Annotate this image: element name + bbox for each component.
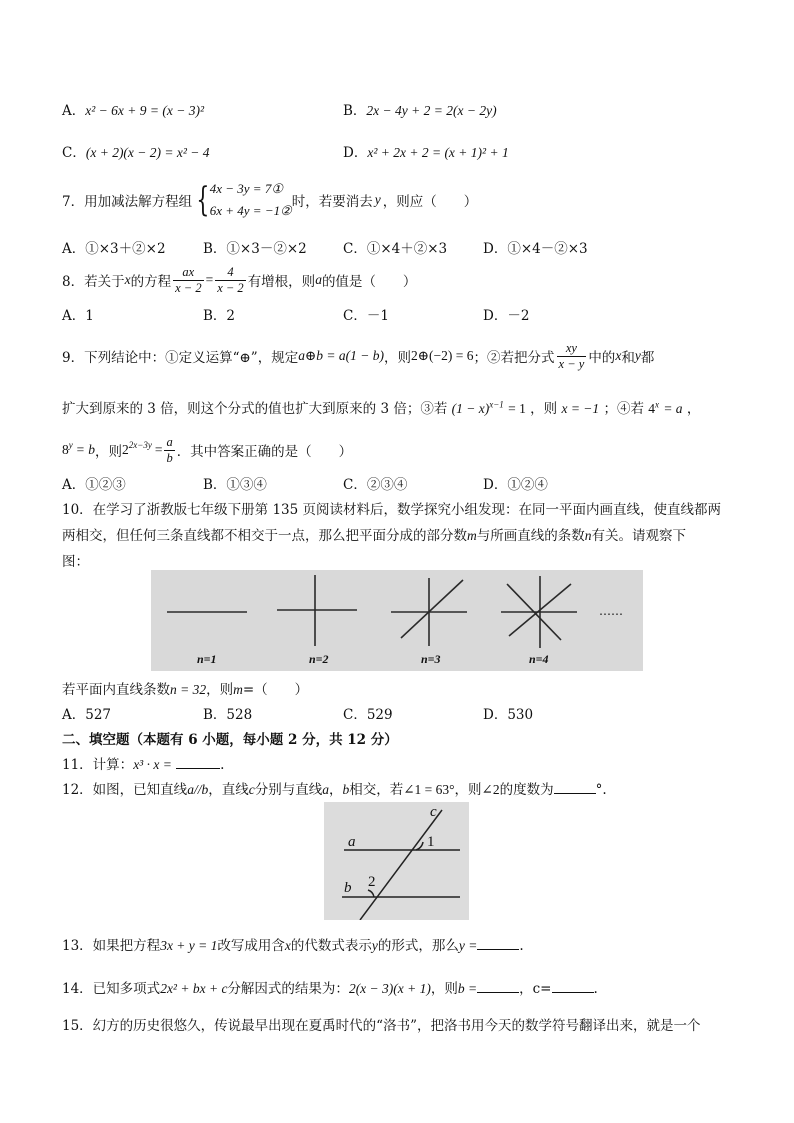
- variable: y: [371, 938, 378, 953]
- variable: x: [615, 348, 622, 363]
- denominator: x − 2: [217, 280, 244, 295]
- question-text: ，: [328, 782, 343, 798]
- equation-2: 6x + 4y = −1②: [209, 203, 292, 218]
- q8-option-d: D．－2: [483, 308, 530, 324]
- lines-drawing: [151, 570, 643, 671]
- q8-option-c: C．－1: [343, 308, 389, 324]
- question-11: [62, 753, 224, 773]
- question-14: [62, 977, 598, 997]
- math-expr: 4: [648, 401, 656, 416]
- math-expr: 2⊕(−2) = 6: [411, 348, 474, 363]
- q8-option-a: A．1: [62, 308, 94, 324]
- label-c: c: [430, 804, 437, 820]
- question-text: ，则: [384, 350, 411, 366]
- q7-option-a: A．①×3＋②×2: [62, 241, 166, 257]
- equals-sign: =: [154, 442, 163, 457]
- q10-option-b: B．528: [203, 707, 253, 723]
- q9-option-c: C．②③④: [343, 477, 408, 493]
- math-expr: = 1: [508, 401, 526, 416]
- denominator: x − y: [558, 356, 585, 371]
- label-a: a: [348, 834, 356, 850]
- parallel-lines-figure: [324, 802, 469, 920]
- question-text: 的方程: [130, 274, 172, 290]
- option-expr: x² − 6x + 9 = (x − 3)²: [85, 103, 205, 118]
- section-title: 二、填空题（本题有 6 小题，每小题 2 分，共 12 分）: [62, 732, 398, 748]
- math-expr: = b: [75, 442, 95, 457]
- numerator: a: [166, 434, 173, 449]
- math-expr: 2(x − 3)(x + 1): [348, 981, 431, 996]
- question-9-line-2: [62, 397, 700, 417]
- fraction: [557, 341, 587, 372]
- question-text: ，直线: [208, 782, 249, 798]
- question-13: [62, 934, 524, 954]
- option-expr: (x + 2)(x − 2) = x² − 4: [85, 145, 210, 160]
- equation-system: [210, 178, 292, 222]
- question-text: 分解因式的结果为：: [227, 981, 349, 997]
- angle-2-arc: [368, 890, 374, 897]
- question-text: ，则: [206, 682, 234, 698]
- parallel-lines-drawing: [324, 802, 469, 920]
- q9-option-b: B．①③④: [203, 477, 267, 493]
- question-text: 中的: [588, 350, 616, 366]
- question-text: 两相交，但任何三条直线都不相交于一点，那么把平面分成的部分数: [62, 528, 467, 544]
- question-text: 若平面内直线条数: [62, 682, 170, 698]
- question-text: 都: [640, 350, 655, 366]
- question-text: 的代数式表示: [290, 938, 372, 954]
- question-text: ，则: [95, 444, 122, 460]
- question-10-ask: [62, 678, 308, 698]
- variable: c: [248, 782, 255, 797]
- q10-option-d: D．530: [483, 707, 534, 723]
- question-9-line-3: 8 y = b ，则 2 2x−3y = $\frac{a}{b}$ ．其中答案正确的是（ ）: [62, 434, 353, 465]
- math-expr: ∠2: [481, 782, 500, 797]
- q6-option-a: [62, 99, 204, 119]
- math-expr: n = 32: [170, 682, 207, 697]
- question-text: 有关。请观察下: [591, 528, 686, 544]
- math-expr: = a: [663, 401, 683, 416]
- question-15: 15．幻方的历史很悠久，传说最早出现在夏禹时代的“洛书”，把洛书用今天的数学符号翻译出来，就是一个: [62, 1018, 701, 1034]
- q9-option-d: D．①②④: [483, 477, 548, 493]
- numerator: 4: [215, 265, 245, 281]
- numerator: ax: [173, 265, 203, 281]
- question-text: 的形式，那么: [377, 938, 459, 954]
- figure-label: n=1: [197, 652, 217, 666]
- question-text: ，则: [430, 981, 458, 997]
- equals-sign: =: [205, 272, 214, 287]
- math-expr: y =: [458, 938, 478, 953]
- denominator: b: [166, 450, 173, 465]
- math-expr: (1 − x): [451, 401, 490, 416]
- figure-ellipsis: ……: [599, 604, 623, 618]
- math-expr: ∠1 = 63°: [403, 782, 455, 797]
- question-text: 扩大到原来的 3 倍，则这个分式的值也扩大到原来的 3 倍；③若: [62, 401, 448, 417]
- option-letter: B．: [343, 103, 367, 119]
- line-c: [360, 810, 442, 920]
- question-text: 时，若要消去: [291, 194, 373, 210]
- question-text: 11．计算：: [62, 757, 134, 773]
- math-expr: b =: [457, 981, 478, 996]
- question-text: 的值是（ ）: [321, 274, 417, 290]
- answer-blank-b[interactable]: [477, 979, 519, 993]
- label-b: b: [344, 880, 352, 896]
- question-text: 有增根，则: [247, 274, 316, 290]
- question-text: .: [593, 981, 598, 997]
- question-text: 的度数为: [499, 782, 554, 798]
- question-text: 分别与直线: [254, 782, 323, 798]
- question-10-line-2: [62, 524, 686, 544]
- q7-option-b: B．①×3－②×2: [203, 241, 307, 257]
- exponent: x−1: [489, 399, 504, 410]
- question-text: 8．若关于: [62, 274, 125, 290]
- question-text: .: [519, 938, 524, 954]
- fraction: [164, 435, 174, 466]
- q6-option-b: [343, 99, 497, 119]
- option-letter: D．: [343, 145, 368, 161]
- question-text: 9．下列结论中：①定义运算“⊕”，规定: [62, 350, 299, 366]
- figure-label: n=2: [309, 652, 329, 666]
- math-expr: 3x + y = 1: [160, 938, 218, 953]
- answer-blank-c[interactable]: [552, 979, 594, 993]
- question-text: 7．用加减法解方程组: [62, 194, 193, 210]
- math-expr: a//b: [187, 782, 209, 797]
- math-expr: 2: [122, 442, 129, 457]
- label-angle-1: 1: [427, 834, 435, 850]
- question-text: ，c=: [519, 981, 552, 997]
- option-letter: C．: [62, 145, 86, 161]
- q6-option-c: [62, 141, 210, 161]
- variable: x: [124, 272, 131, 287]
- figure-label: n=4: [529, 652, 549, 666]
- option-expr: x² + 2x + 2 = (x + 1)² + 1: [367, 145, 509, 160]
- question-text: ；④若: [603, 401, 644, 417]
- math-expr: x³ · x =: [133, 757, 172, 772]
- question-text: 13．如果把方程: [62, 938, 161, 954]
- math-expr: a⊕b = a(1 − b): [298, 348, 384, 363]
- question-text: ，则: [530, 401, 558, 417]
- question-text: ，则: [454, 782, 482, 798]
- question-text: 14．已知多项式: [62, 981, 161, 997]
- exponent: x: [655, 399, 660, 410]
- q7-option-d: D．①×4－②×3: [483, 241, 588, 257]
- variable: n: [584, 528, 592, 543]
- q10-option-c: C．529: [343, 707, 393, 723]
- variable: a: [322, 782, 329, 797]
- math-expr: 8: [62, 442, 69, 457]
- q6-option-d: [343, 141, 509, 161]
- question-text: ．其中答案正确的是（ ）: [176, 444, 353, 460]
- variable: x: [284, 938, 291, 953]
- math-expr: 2x² + bx + c: [160, 981, 228, 996]
- question-text: 和: [621, 350, 635, 366]
- fraction: [173, 265, 203, 296]
- question-text: 12．如图，已知直线: [62, 782, 188, 798]
- math-expr: x = −1: [561, 401, 600, 416]
- variable: y: [374, 192, 381, 207]
- question-text: ，: [686, 401, 701, 417]
- numerator: xy: [557, 341, 587, 357]
- label-angle-2: 2: [368, 874, 376, 890]
- variable: m: [467, 528, 477, 543]
- question-text: ；②若把分式: [473, 350, 555, 366]
- question-8: [62, 260, 416, 300]
- question-10-line-3: 图：: [62, 554, 89, 570]
- fraction: [215, 265, 245, 296]
- lines-figure: [151, 570, 643, 671]
- variable: b: [342, 782, 350, 797]
- question-text: 与所画直线的条数: [476, 528, 585, 544]
- q10-option-a: A．527: [62, 707, 112, 723]
- answer-blank[interactable]: [554, 780, 596, 794]
- q8-option-b: B．2: [203, 308, 236, 324]
- question-text: =（ ）: [242, 682, 309, 698]
- question-text: °.: [595, 782, 607, 798]
- question-text: ，则应（ ）: [382, 194, 478, 210]
- figure-label: n=3: [421, 652, 441, 666]
- denominator: x − 2: [175, 280, 202, 295]
- variable: m: [233, 682, 243, 697]
- q9-option-a: A．①②③: [62, 477, 126, 493]
- question-7: [62, 176, 477, 224]
- question-9-line-1: [62, 336, 654, 376]
- line-n3-d: [401, 580, 463, 638]
- equation-1: 4x − 3y = 7①: [209, 181, 283, 196]
- answer-blank[interactable]: [176, 755, 220, 769]
- question-text: 相交，若: [349, 782, 404, 798]
- question-12: [62, 778, 607, 798]
- option-letter: A．: [62, 103, 86, 119]
- variable: a: [315, 272, 322, 287]
- brace-icon: {: [196, 180, 210, 220]
- q7-option-c: C．①×4＋②×3: [343, 241, 448, 257]
- option-expr: 2x − 4y + 2 = 2(x − 2y): [366, 103, 497, 118]
- question-text: 改写成用含: [217, 938, 285, 954]
- question-10-line-1: 10．在学习了浙教版七年级下册第 135 页阅读材料后，数学探究小组发现：在同一平面内画直线，使直线都两: [62, 502, 722, 518]
- question-text: .: [220, 757, 225, 773]
- answer-blank[interactable]: [477, 936, 519, 950]
- variable: y: [634, 348, 641, 363]
